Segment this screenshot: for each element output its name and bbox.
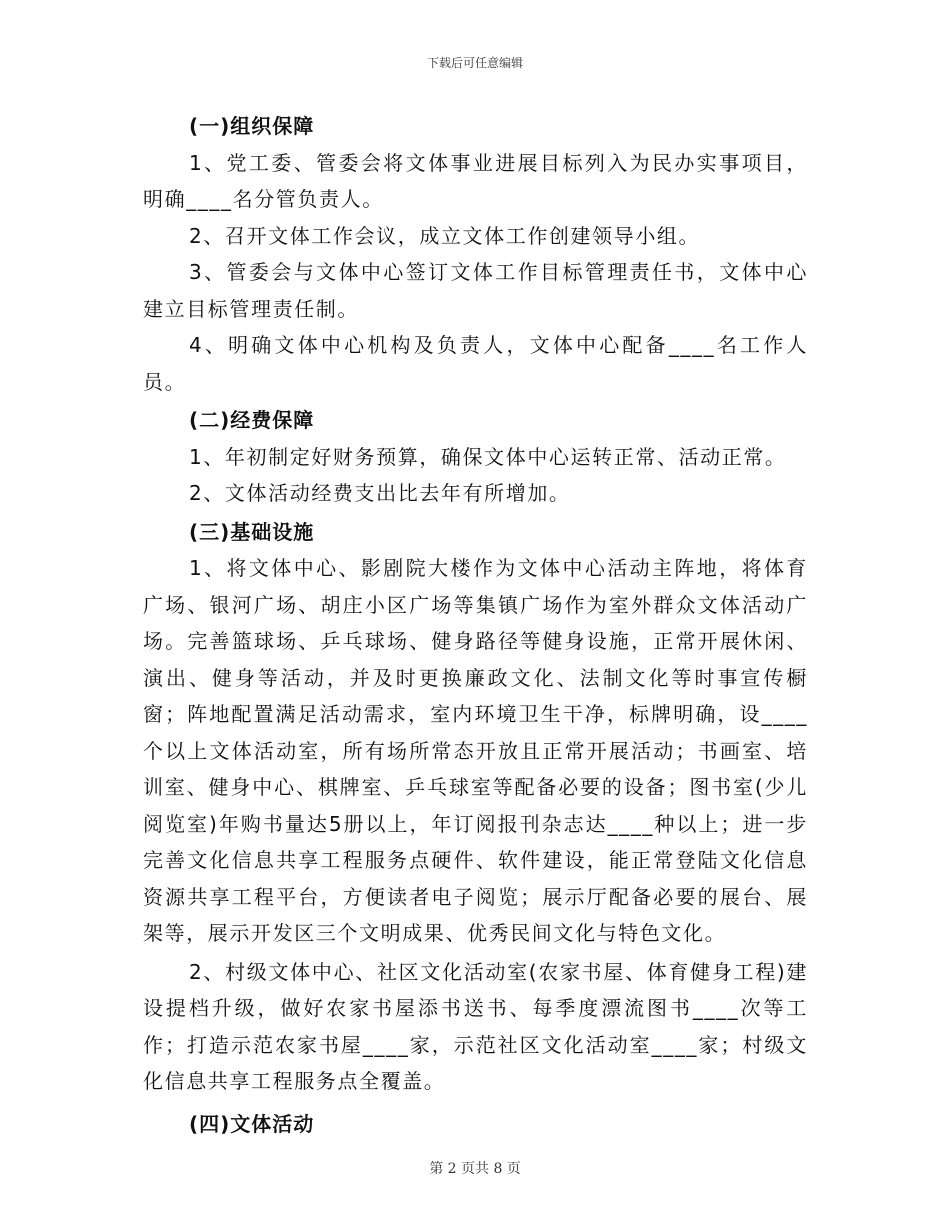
- paragraph: 2、文体活动经费支出比去年有所增加。: [189, 481, 571, 505]
- page-number: 第 2 页共 8 页: [429, 1161, 521, 1177]
- paragraph: 3、管委会与文体中心签订文体工作目标管理责任书，文体中心建立目标管理责任制。: [143, 260, 808, 321]
- document-body: [143, 108, 808, 1142]
- paragraph: 2、召开文体工作会议，成立文体工作创建领导小组。: [189, 223, 701, 248]
- paragraph: 2、村级文体中心、社区文化活动室(农家书屋、体育健身工程)建设提档升级，做好农家书屋添书送书、每季度漂流图书____次等工作；打造示范农家书屋____家，示范社区文化活动室____家；村级文化信息共享工程服务点全覆盖。: [143, 959, 808, 1093]
- section-heading-activities: (四)文体活动: [189, 1111, 315, 1136]
- section-heading-infrastructure: (三)基础设施: [189, 519, 315, 544]
- paragraph: 1、党工委、管委会将文体事业进展目标列入为民办实事项目，明确____名分管负责人。: [143, 150, 808, 211]
- section-heading-funding: (二)经费保障: [189, 408, 315, 432]
- paragraph: 1、年初制定好财务预算，确保文体中心运转正常、活动正常。: [189, 444, 787, 469]
- paragraph: 4、明确文体中心机构及负责人，文体中心配备____名工作人员。: [143, 333, 808, 394]
- section-heading-organization: (一)组织保障: [189, 114, 315, 138]
- header-note: 下载后可任意编辑: [426, 56, 523, 70]
- paragraph: 1、将文体中心、影剧院大楼作为文体中心活动主阵地，将体育广场、银河广场、胡庄小区广场等集镇广场作为室外群众文体活动广场。完善篮球场、乒乓球场、健身路径等健身设施，正常开展休闲、演出、健身等活动，并及时更换廉政文化、法制文化等时事宣传橱窗；阵地配置满足活动需求，室内环境卫生干净，标牌明确，设____个以上文体活动室，所有场所常态开放且正常开展活动；书画室、培训室、健身中心、棋牌室、乒乓球室等配备必要的设备；图书室(少儿阅览室)年购书量达5册以上，年订阅报刊杂志达____种以上；进一步完善文化信息共享工程服务点硬件、软件建设，能正常登陆文化信息资源共享工程平台，方便读者电子阅览；展示厅配备必要的展台、展架等，展示开发区三个文明成果、优秀民间文化与特色文化。: [143, 556, 808, 945]
